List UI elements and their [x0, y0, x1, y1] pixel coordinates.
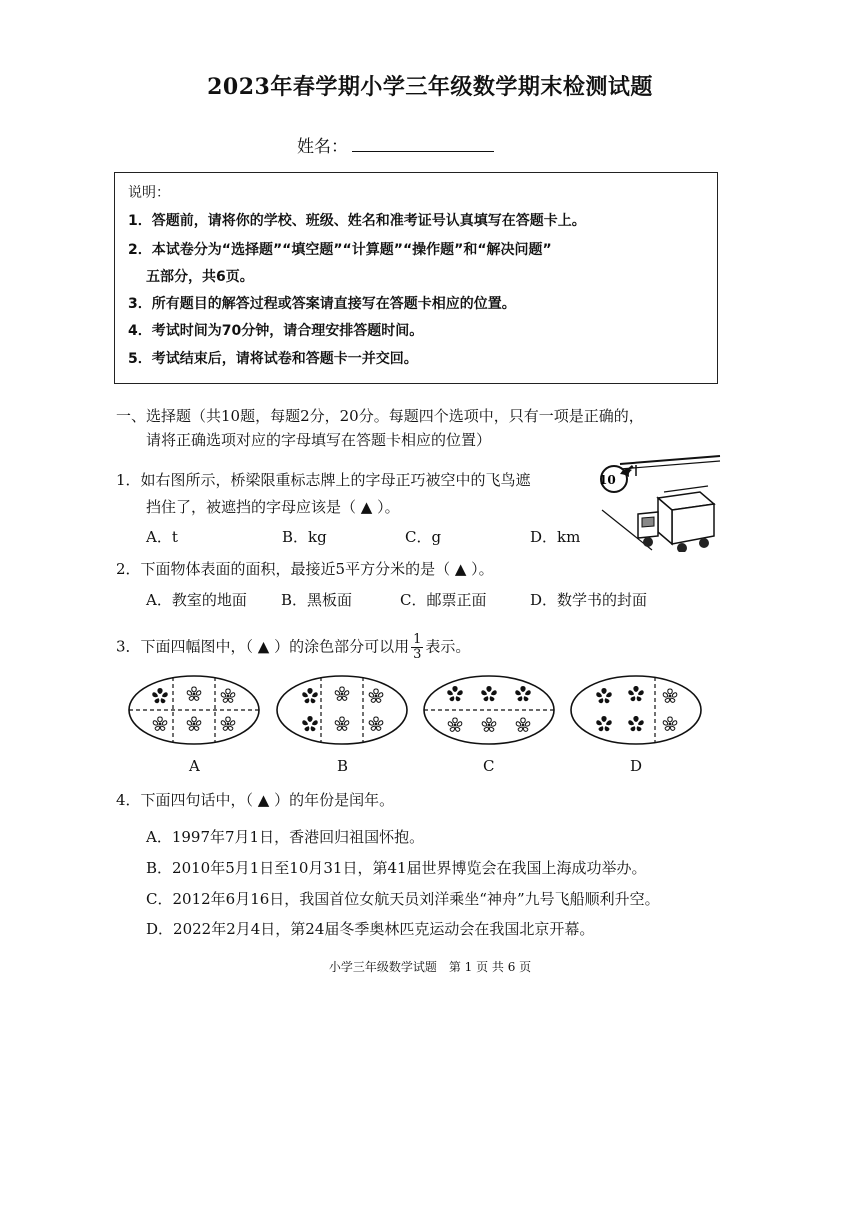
- fraction-numerator: 1: [413, 632, 422, 647]
- name-blank-line[interactable]: [352, 137, 494, 152]
- question-2-option-d: D．数学书的封面: [530, 591, 648, 609]
- figure-a-label: A: [189, 757, 200, 775]
- figure-b-label: B: [337, 757, 349, 775]
- page-footer: 小学三年级数学试题 第 1 页 共 6 页: [328, 960, 532, 974]
- question-1-text: 1．如右图所示，桥梁限重标志牌上的字母正巧被空中的飞鸟遮: [116, 471, 531, 489]
- bridge-sign-truck-illustration: [592, 452, 722, 552]
- instruction-item: 5．考试结束后，请将试卷和答题卡一并交回。: [128, 351, 418, 367]
- question-4-option-b: B．2010年5月1日至10月31日，第41届世界博览会在我国上海成功举办。: [146, 859, 647, 877]
- section-heading: 一、选择题（共10题，每题2分，20分。每题四个选项中，只有一项是正确的，: [116, 407, 644, 425]
- figure-d[interactable]: [571, 676, 701, 744]
- question-1-option-c: C．g: [405, 528, 442, 546]
- sign-number: 10: [599, 473, 616, 487]
- question-4-option-a: A．1997年7月1日，香港回归祖国怀抱。: [146, 828, 425, 846]
- question-2-option-b: B．黑板面: [281, 591, 353, 609]
- question-3-suffix: 表示。: [425, 637, 471, 656]
- question-4-option-d: D．2022年2月4日，第24届冬季奥林匹克运动会在我国北京开幕。: [146, 920, 595, 938]
- name-label: 姓名：: [297, 137, 348, 157]
- question-2-option-c: C．邮票正面: [400, 591, 487, 609]
- figure-c-label: C: [483, 757, 495, 775]
- question-1-option-a: A．t: [146, 528, 178, 546]
- question-3-figures: [120, 672, 720, 752]
- figure-b[interactable]: [277, 676, 407, 744]
- fraction: [411, 633, 423, 662]
- figure-d-label: D: [630, 757, 643, 775]
- name-field: [297, 132, 494, 157]
- instruction-item: 3．所有题目的解答过程或答案请直接写在答题卡相应的位置。: [128, 296, 516, 312]
- question-3-prefix: 3．下面四幅图中，（ ▲ ）的涂色部分可以用: [116, 637, 410, 656]
- instructions-heading: 说明：: [128, 185, 170, 201]
- question-3-text: [116, 633, 470, 662]
- question-1-text-cont: 挡住了，被遮挡的字母应该是（ ▲ ）。: [146, 498, 400, 516]
- fraction-denominator: 3: [413, 647, 422, 662]
- question-2-text: 2．下面物体表面的面积，最接近5平方分米的是（ ▲ ）。: [116, 560, 494, 578]
- page-title: 2023年春学期小学三年级数学期末检测试题: [207, 74, 653, 100]
- question-4-option-c: C．2012年6月16日，我国首位女航天员刘洋乘坐“神舟”九号飞船顺利升空。: [146, 890, 660, 908]
- instruction-item: 1．答题前，请将你的学校、班级、姓名和准考证号认真填写在答题卡上。: [128, 213, 586, 229]
- section-heading-cont: 请将正确选项对应的字母填写在答题卡相应的位置）: [146, 431, 492, 449]
- instruction-item: 2．本试卷分为“选择题”“填空题”“计算题”“操作题”和“解决问题”: [128, 242, 552, 258]
- instruction-item: 五部分，共6页。: [146, 269, 254, 285]
- instruction-item: 4．考试时间为70分钟，请合理安排答题时间。: [128, 323, 424, 339]
- question-2-option-a: A．教室的地面: [146, 591, 247, 609]
- figure-c[interactable]: [424, 676, 554, 744]
- question-4-text: 4．下面四句话中，（ ▲ ）的年份是闰年。: [116, 791, 395, 809]
- question-1-option-d: D．km: [530, 528, 581, 546]
- figure-a[interactable]: [129, 676, 259, 744]
- question-1-option-b: B．kg: [282, 528, 327, 546]
